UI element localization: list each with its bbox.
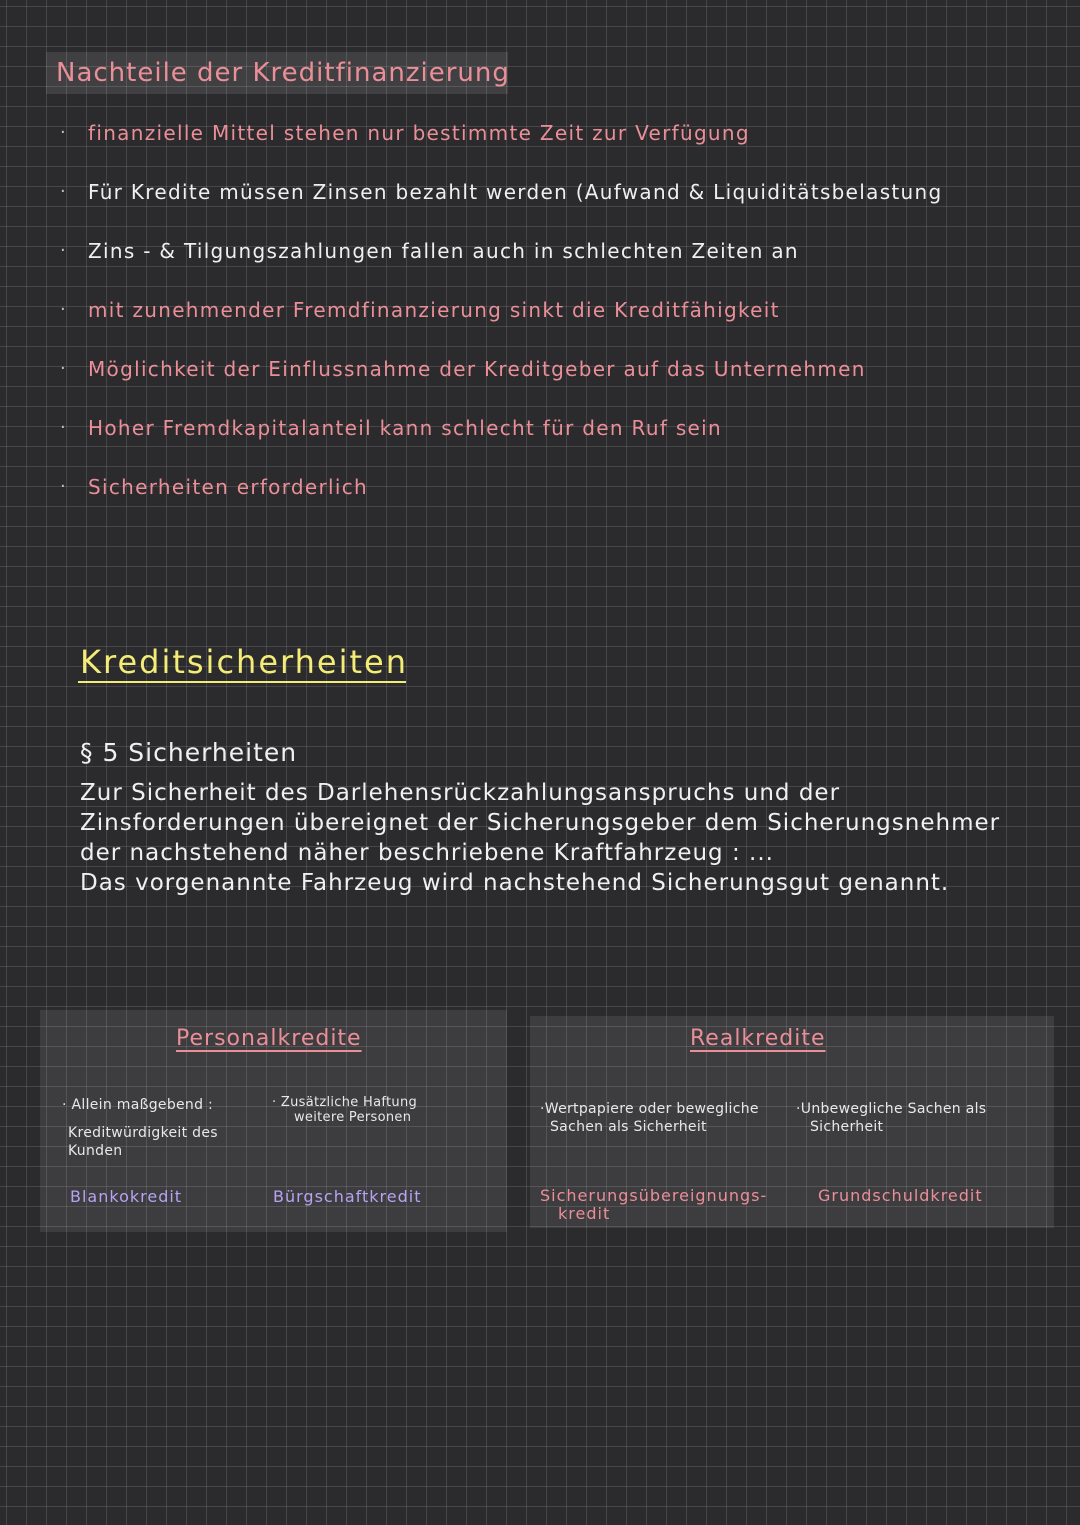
label-line: kredit [558,1204,611,1223]
personalkredite-title: Personalkredite [176,1026,362,1051]
list-item [60,113,1020,172]
list-item-text: Möglichkeit der Einflussnahme der Kreditgeber auf das Unternehmen [88,357,866,381]
note-line: Unbewegliche Sachen als [800,1101,987,1117]
realkredite-col1-note [540,1100,759,1136]
personalkredite-col1-note [62,1096,218,1160]
law-heading: § 5 Sicherheiten [80,738,298,767]
law-line: Zur Sicherheit des Darlehensrückzahlungsanspruchs und der [80,780,841,806]
grundschuldkredit-label: Grundschuldkredit [818,1186,983,1205]
note-line: Wertpapiere oder bewegliche [544,1101,759,1117]
note-line: weitere Personen [294,1110,412,1125]
note-line: Sachen als Sicherheit [550,1119,707,1135]
nachteile-list [60,113,1020,526]
personalkredite-box [40,1010,507,1232]
list-item-text: Hoher Fremdkapitalanteil kann schlecht für den Ruf sein [88,416,722,440]
law-line: Das vorgenannte Fahrzeug wird nachstehend Sicherungsgut genannt. [80,870,950,896]
realkredite-col2-note [796,1100,986,1136]
law-line: der nachstehend näher beschriebene Kraftfahrzeug : ... [80,840,774,866]
list-item [60,290,1020,349]
bullet-icon: · [60,358,66,379]
buergschaftskredit-label: Bürgschaftkredit [273,1187,422,1206]
realkredite-box [530,1016,1054,1228]
bullet-icon: · [60,240,66,261]
list-item [60,172,1020,231]
label-line: Sicherungsübereignungs- [540,1186,768,1205]
bullet-icon: · [60,122,66,143]
list-item [60,349,1020,408]
note-line: Kunden [68,1143,123,1159]
law-paragraph [80,734,1060,898]
bullet-icon: · [60,181,66,202]
bullet-icon: · [796,1101,801,1117]
blankokredit-label: Blankokredit [70,1187,183,1206]
bullet-icon: · [272,1095,281,1110]
list-item-text: Sicherheiten erforderlich [88,475,368,499]
bullet-icon: · [60,417,66,438]
note-line: Kreditwürdigkeit des [68,1125,218,1141]
law-line: Zinsforderungen übereignet der Sicherungsgeber dem Sicherungsnehmer [80,810,1001,836]
list-item-text: finanzielle Mittel stehen nur bestimmte Zeit zur Verfügung [88,121,750,145]
note-line: Allein maßgebend : [71,1097,214,1113]
list-item-text: Für Kredite müssen Zinsen bezahlt werden (Aufwand & Liquiditätsbelastung [88,180,943,204]
list-item-text: mit zunehmender Fremdfinanzierung sinkt die Kreditfähigkeit [88,298,780,322]
note-line: Zusätzliche Haftung [280,1095,418,1110]
bullet-icon: · [62,1097,72,1113]
realkredite-title: Realkredite [690,1026,826,1051]
note-line: Sicherheit [810,1119,884,1135]
list-item [60,467,1020,526]
bullet-icon: · [60,299,66,320]
personalkredite-col2-note [272,1095,417,1125]
bullet-icon: · [540,1101,545,1117]
bullet-icon: · [60,476,66,497]
list-item-text: Zins - & Tilgungszahlungen fallen auch in schlechten Zeiten an [88,239,799,263]
section-title-kreditsicherheiten: Kreditsicherheiten [80,643,408,681]
list-item [60,408,1020,467]
section-title-nachteile: Nachteile der Kreditfinanzierung [46,52,508,94]
list-item [60,231,1020,290]
sicherungsuebereignungskredit-label [540,1187,767,1223]
title-underline [78,681,406,683]
